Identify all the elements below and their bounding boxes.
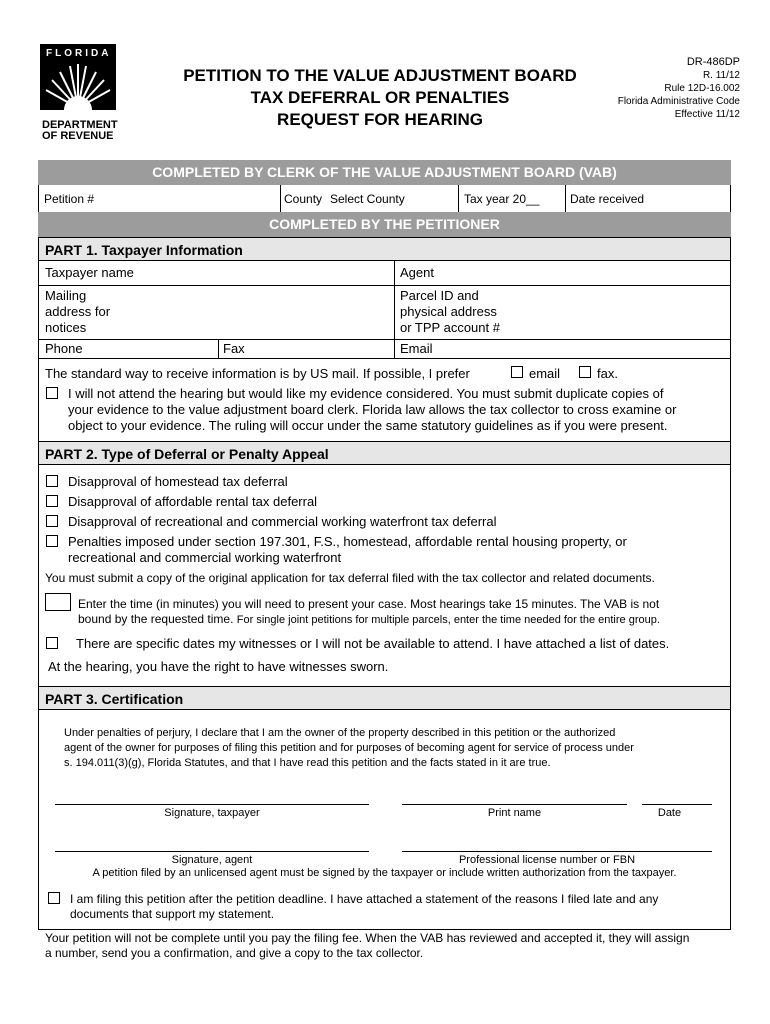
certification-text: Under penalties of perjury, I declare that I am the owner of the property described in this petition or the authorized agent of the owner for purposes of filing this petition and for purposes of becoming agent for service of process under s. 194.011(3)(g), Florida Statutes, and that I have read this petition and the facts stated in it are true. [64, 727, 634, 769]
date-line[interactable] [642, 804, 712, 805]
not-attend-text: I will not attend the hearing but would like my evidence considered. You must submit duplicate copies of your evidence to the value adjustment board clerk. Florida law allows the tax collector to cross examine or object to your evidence. The ruling will occur under the same statutory guidelines as if you were present. [68, 386, 677, 433]
print-name-label: Print name [487, 807, 542, 819]
time-minutes-input[interactable] [45, 593, 71, 611]
late-filing-checkbox[interactable] [48, 892, 60, 904]
county-label: County [284, 192, 323, 206]
county-select[interactable]: Select County [330, 192, 405, 206]
waterfront-deferral-checkbox[interactable] [46, 515, 58, 527]
mailing-address-field[interactable]: Mailing address for notices [45, 288, 111, 335]
email-field[interactable]: Email [400, 341, 433, 356]
form-title-line3: REQUEST FOR HEARING [277, 110, 483, 129]
not-attend-checkbox[interactable] [46, 387, 58, 399]
copy-note: You must submit a copy of the original application for tax deferral filed with the tax collector and related documents. [45, 571, 655, 585]
form-title-line2: TAX DEFERRAL OR PENALTIES [250, 88, 510, 107]
waterfront-deferral-label: Disapproval of recreational and commercial working waterfront tax deferral [68, 514, 497, 529]
taxpayer-name-field[interactable]: Taxpayer name [45, 265, 134, 280]
signature-agent-line[interactable] [55, 851, 369, 852]
petitioner-header: COMPLETED BY THE PETITIONER [38, 212, 731, 237]
form-rule: Rule 12D-16.002 [664, 83, 740, 94]
unavailable-dates-checkbox[interactable] [46, 637, 58, 649]
prefer-email-label: email [529, 366, 561, 381]
penalties-checkbox[interactable] [46, 535, 58, 547]
prefer-fax-label: fax. [597, 366, 618, 381]
tax-year-field[interactable]: Tax year 20__ [464, 192, 540, 206]
signature-agent-label: Signature, agent [171, 854, 253, 866]
part2-title: PART 2. Type of Deferral or Penalty Appeal [39, 441, 730, 465]
time-request-text: Enter the time (in minutes) you will need to present your case. Most hearings take 15 minutes. The VAB is not bound by the requested time. For single joint petitions for multiple parcels, enter the time needed for the entire group. [78, 597, 660, 626]
prefer-email-checkbox[interactable] [511, 366, 523, 378]
footer-note: Your petition will not be complete until you pay the filing fee. When the VAB has reviewed and accepted it, they will assign a number, send you a confirmation, and give a copy to the tax collector. [45, 931, 690, 960]
florida-dor-logo [40, 44, 120, 144]
homestead-deferral-label: Disapproval of homestead tax deferral [68, 474, 288, 489]
late-filing-text: I am filing this petition after the petition deadline. I have attached a statement of the reasons I filed late and any documents that support my statement. [70, 892, 659, 921]
prefer-fax-checkbox[interactable] [579, 366, 591, 378]
mail-preference-text: The standard way to receive information is by US mail. If possible, I prefer [45, 366, 470, 381]
fax-field[interactable]: Fax [223, 341, 245, 356]
signature-taxpayer-label: Signature, taxpayer [164, 807, 260, 819]
agent-field[interactable]: Agent [400, 265, 434, 280]
parcel-id-field[interactable]: Parcel ID and physical address or TPP account # [400, 288, 500, 335]
logo-dept-line1: DEPARTMENT [42, 119, 118, 131]
form-code: Florida Administrative Code [617, 96, 740, 107]
form-number: DR-486DP [686, 56, 740, 68]
sun-icon [40, 60, 116, 110]
form-effective: Effective 11/12 [674, 109, 740, 120]
license-number-label: Professional license number or FBN [458, 854, 636, 866]
unavailable-dates-text: There are specific dates my witnesses or I will not be available to attend. I have attached a list of dates. [76, 636, 670, 651]
homestead-deferral-checkbox[interactable] [46, 475, 58, 487]
penalties-label: Penalties imposed under section 197.301, F.S., homestead, affordable rental housing property, or recreational and commercial working waterfront [68, 534, 627, 565]
petition-number-label[interactable]: Petition # [44, 192, 95, 206]
logo-dept-line2: OF REVENUE [42, 130, 114, 142]
affordable-rental-checkbox[interactable] [46, 495, 58, 507]
phone-field[interactable]: Phone [45, 341, 83, 356]
signature-taxpayer-line[interactable] [55, 804, 369, 805]
logo-state: FLORIDA [46, 48, 112, 59]
witness-text: At the hearing, you have the right to have witnesses sworn. [48, 659, 389, 674]
clerk-section-header: COMPLETED BY CLERK OF THE VALUE ADJUSTMENT BOARD (VAB) [38, 160, 731, 185]
date-label: Date [657, 807, 682, 819]
part3-title: PART 3. Certification [39, 686, 730, 710]
license-number-line[interactable] [402, 851, 712, 852]
unlicensed-agent-note: A petition filed by an unlicensed agent must be signed by the taxpayer or include written authorization from the taxpayer. [92, 867, 677, 879]
part1-title: PART 1. Taxpayer Information [39, 237, 730, 261]
form-meta [618, 56, 740, 121]
affordable-rental-label: Disapproval of affordable rental tax deferral [68, 494, 318, 509]
date-received-field[interactable]: Date received [570, 192, 645, 206]
print-name-line[interactable] [402, 804, 627, 805]
form-title-line1: PETITION TO THE VALUE ADJUSTMENT BOARD [183, 66, 577, 85]
form-revision: R. 11/12 [702, 70, 740, 81]
